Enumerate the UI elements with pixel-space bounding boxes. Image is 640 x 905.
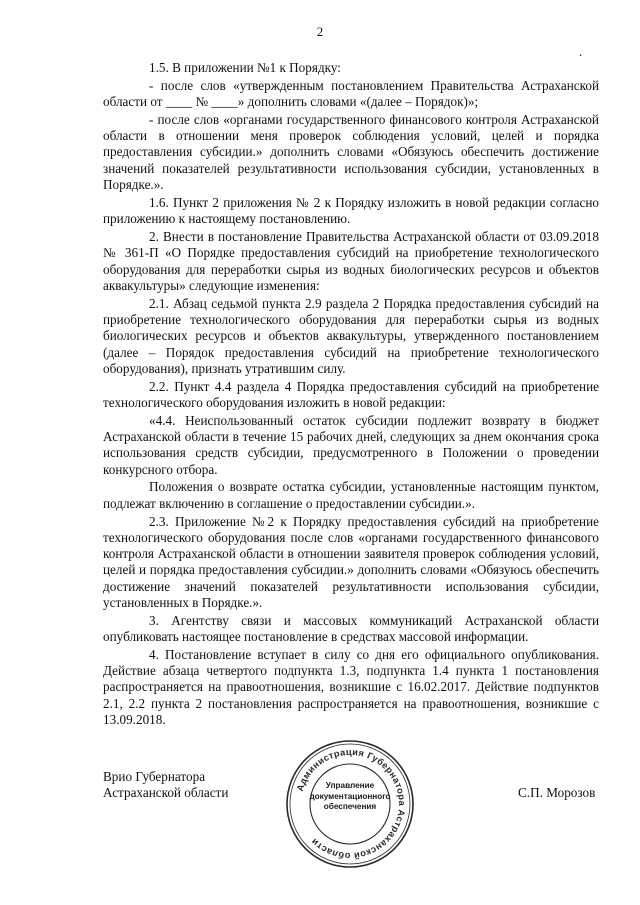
paragraph-1-6: 1.6. Пункт 2 приложения № 2 к Порядку изложить в новой редакции согласно приложению к настоящему постановлению.	[103, 194, 599, 227]
official-stamp	[284, 738, 416, 870]
paragraph-2-2: 2.2. Пункт 4.4 раздела 4 Порядка предоставления субсидий на приобретение технологического оборудования изложить в новой редакции:	[103, 378, 599, 410]
paragraph-1-5-item-2: - после слов «органами государственного финансового контроля Астраханской области в отношении меня проверок соблюдения условий, целей и порядка предоставления субсидии.» дополнить словами «Обязуюсь обеспечить достижение значений показателей результативности использования субсидии, установленных в Порядке.».	[103, 111, 599, 193]
corner-dot-mark: .	[579, 44, 583, 59]
signature-position-line-1: Врио Губернатора	[103, 769, 206, 784]
signature-position-line-2: Астраханской области	[103, 785, 229, 800]
paragraph-2-1: 2.1. Абзац седьмой пункта 2.9 раздела 2 Порядка предоставления субсидий на приобретение технологического оборудования для переработки сырья из водных биологических ресурсов и объектов аквакультуры, утвержденного постановлением (далее – Порядок предоставления субсидий на приобретение технологического оборудования), признать утратившим силу.	[103, 295, 599, 376]
stamp-center-text	[308, 781, 392, 813]
page-number: 2	[316, 24, 324, 39]
paragraph-4-4-quote-cont: Положения о возврате остатка субсидии, установленные настоящим пунктом, подлежат включению в соглашение о предоставлении субсидии.».	[103, 479, 599, 511]
document-body	[103, 60, 599, 730]
paragraph-1-5-item-1: - после слов «утвержденным постановлением Правительства Астраханской области от ____ № ____» дополнить словами «(далее – Порядок)»;	[103, 77, 599, 110]
stamp-ring-text: Администрация Губернатора Астраханской области	[294, 746, 408, 862]
paragraph-1-5: 1.5. В приложении №1 к Порядку:	[149, 60, 341, 75]
paragraph-4-4-quote: «4.4. Неиспользованный остаток субсидии подлежит возврату в бюджет Астраханской области в течение 15 рабочих дней, следующих за днем окончания срока использования средств субсидии, предусмотренного в Положении о проведении конкурсного отбора.	[103, 412, 599, 477]
signature-name: С.П. Морозов	[518, 785, 596, 800]
paragraph-4: 4. Постановление вступает в силу со дня его официального опубликования. Действие абзаца четвертого подпункта 1.3, подпункта 1.4 пункта 1 постановления распространяется на правоотношения, возникшие с 16.02.2017. Действие подпунктов 2.1, 2.2 пункта 2 постановления распространяется на правоотношения, возникшие с 13.09.2018.	[103, 646, 599, 728]
paragraph-2: 2. Внести в постановление Правительства Астраханской области от 03.09.2018 № 361-П «О Порядке предоставления субсидий на приобретение технологического оборудования для переработки сырья из водных биологических ресурсов и объектов аквакультуры» следующие изменения:	[103, 228, 599, 293]
signature-position	[103, 769, 228, 801]
stamp-center-line-2: документационного	[309, 791, 391, 801]
stamp-center-line-3: обеспечения	[323, 802, 377, 811]
paragraph-2-3: 2.3. Приложение №2 к Порядку предоставления субсидий на приобретение технологического оборудования после слов «органами государственного финансового контроля Астраханской области в отношении заявителя проверок соблюдения условий, целей и порядка предоставления субсидии.» дополнить словами «Обязуюсь обеспечить достижение значений показателей результативности использования субсидии, установленных в Порядке.».	[103, 513, 599, 610]
paragraph-3: 3. Агентству связи и массовых коммуникаций Астраханской области опубликовать настоящее постановление в средствах массовой информации.	[103, 612, 599, 645]
stamp-center-line-1: Управление	[325, 781, 375, 790]
